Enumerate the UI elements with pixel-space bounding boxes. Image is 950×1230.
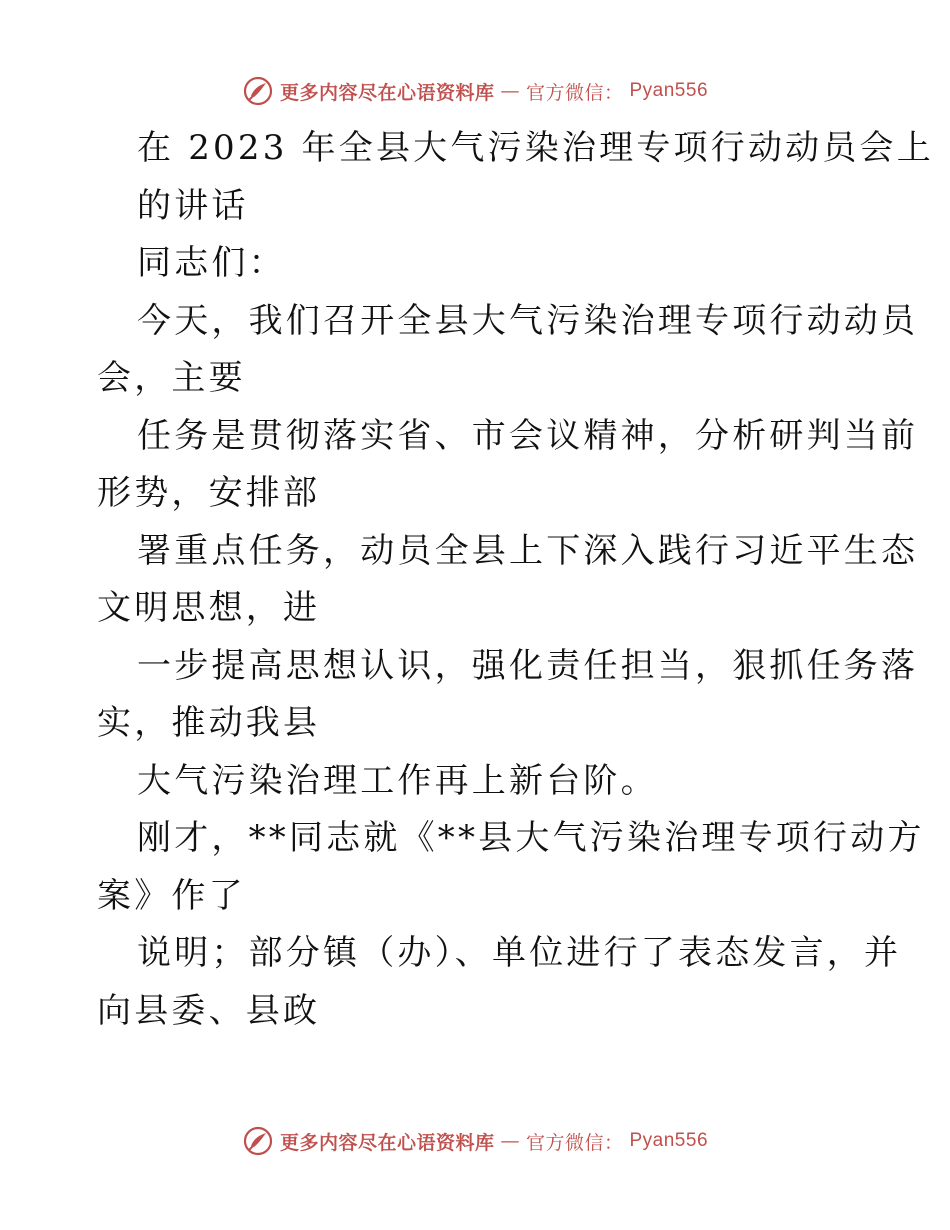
document-body	[97, 120, 934, 1040]
paragraph-line: 今天，我们召开全县大气污染治理专项行动动员	[137, 300, 919, 341]
paragraph-line: 形势，安排部	[97, 473, 321, 513]
title-line-2: 的讲话	[137, 185, 249, 226]
paragraph-line: 说明；部分镇（办）、单位进行了表态发言，并	[137, 933, 902, 973]
paragraph-line: 一步提高思想认识，强化责任担当，狠抓任务落	[137, 645, 919, 686]
paragraph-line: 文明思想，进	[97, 588, 321, 628]
watermark-dash: —	[500, 80, 520, 102]
watermark-official: 官方微信：	[525, 81, 624, 104]
watermark-official: 官方微信：	[525, 1131, 624, 1154]
watermark-label: 更多内容尽在心语资料库	[279, 1131, 495, 1154]
watermark-id: Pyan556	[629, 80, 709, 101]
paragraph-line: 向县委、县政	[97, 990, 321, 1031]
header-watermark	[0, 71, 950, 111]
salutation: 同志们：	[137, 243, 286, 283]
logo-icon	[242, 75, 274, 107]
paragraph-line: 大气污染治理工作再上新台阶。	[137, 760, 658, 801]
title-line-1: 在 2023 年全县大气污染治理专项行动动员会上	[137, 128, 934, 168]
paragraph-line: 案》作了	[97, 875, 246, 916]
watermark-label: 更多内容尽在心语资料库	[279, 81, 495, 104]
logo-icon	[242, 1125, 274, 1157]
paragraph-line: 署重点任务，动员全县上下深入践行习近平生态	[137, 530, 919, 571]
paragraph-line: 任务是贯彻落实省、市会议精神，分析研判当前	[137, 415, 919, 456]
watermark-id: Pyan556	[629, 1130, 709, 1151]
paragraph-line: 实，推动我县	[97, 703, 321, 743]
paragraph-line: 刚才，**同志就《**县大气污染治理专项行动方	[137, 818, 925, 858]
footer-watermark	[0, 1121, 950, 1161]
watermark-dash: —	[500, 1130, 520, 1152]
paragraph-line: 会，主要	[97, 358, 246, 398]
